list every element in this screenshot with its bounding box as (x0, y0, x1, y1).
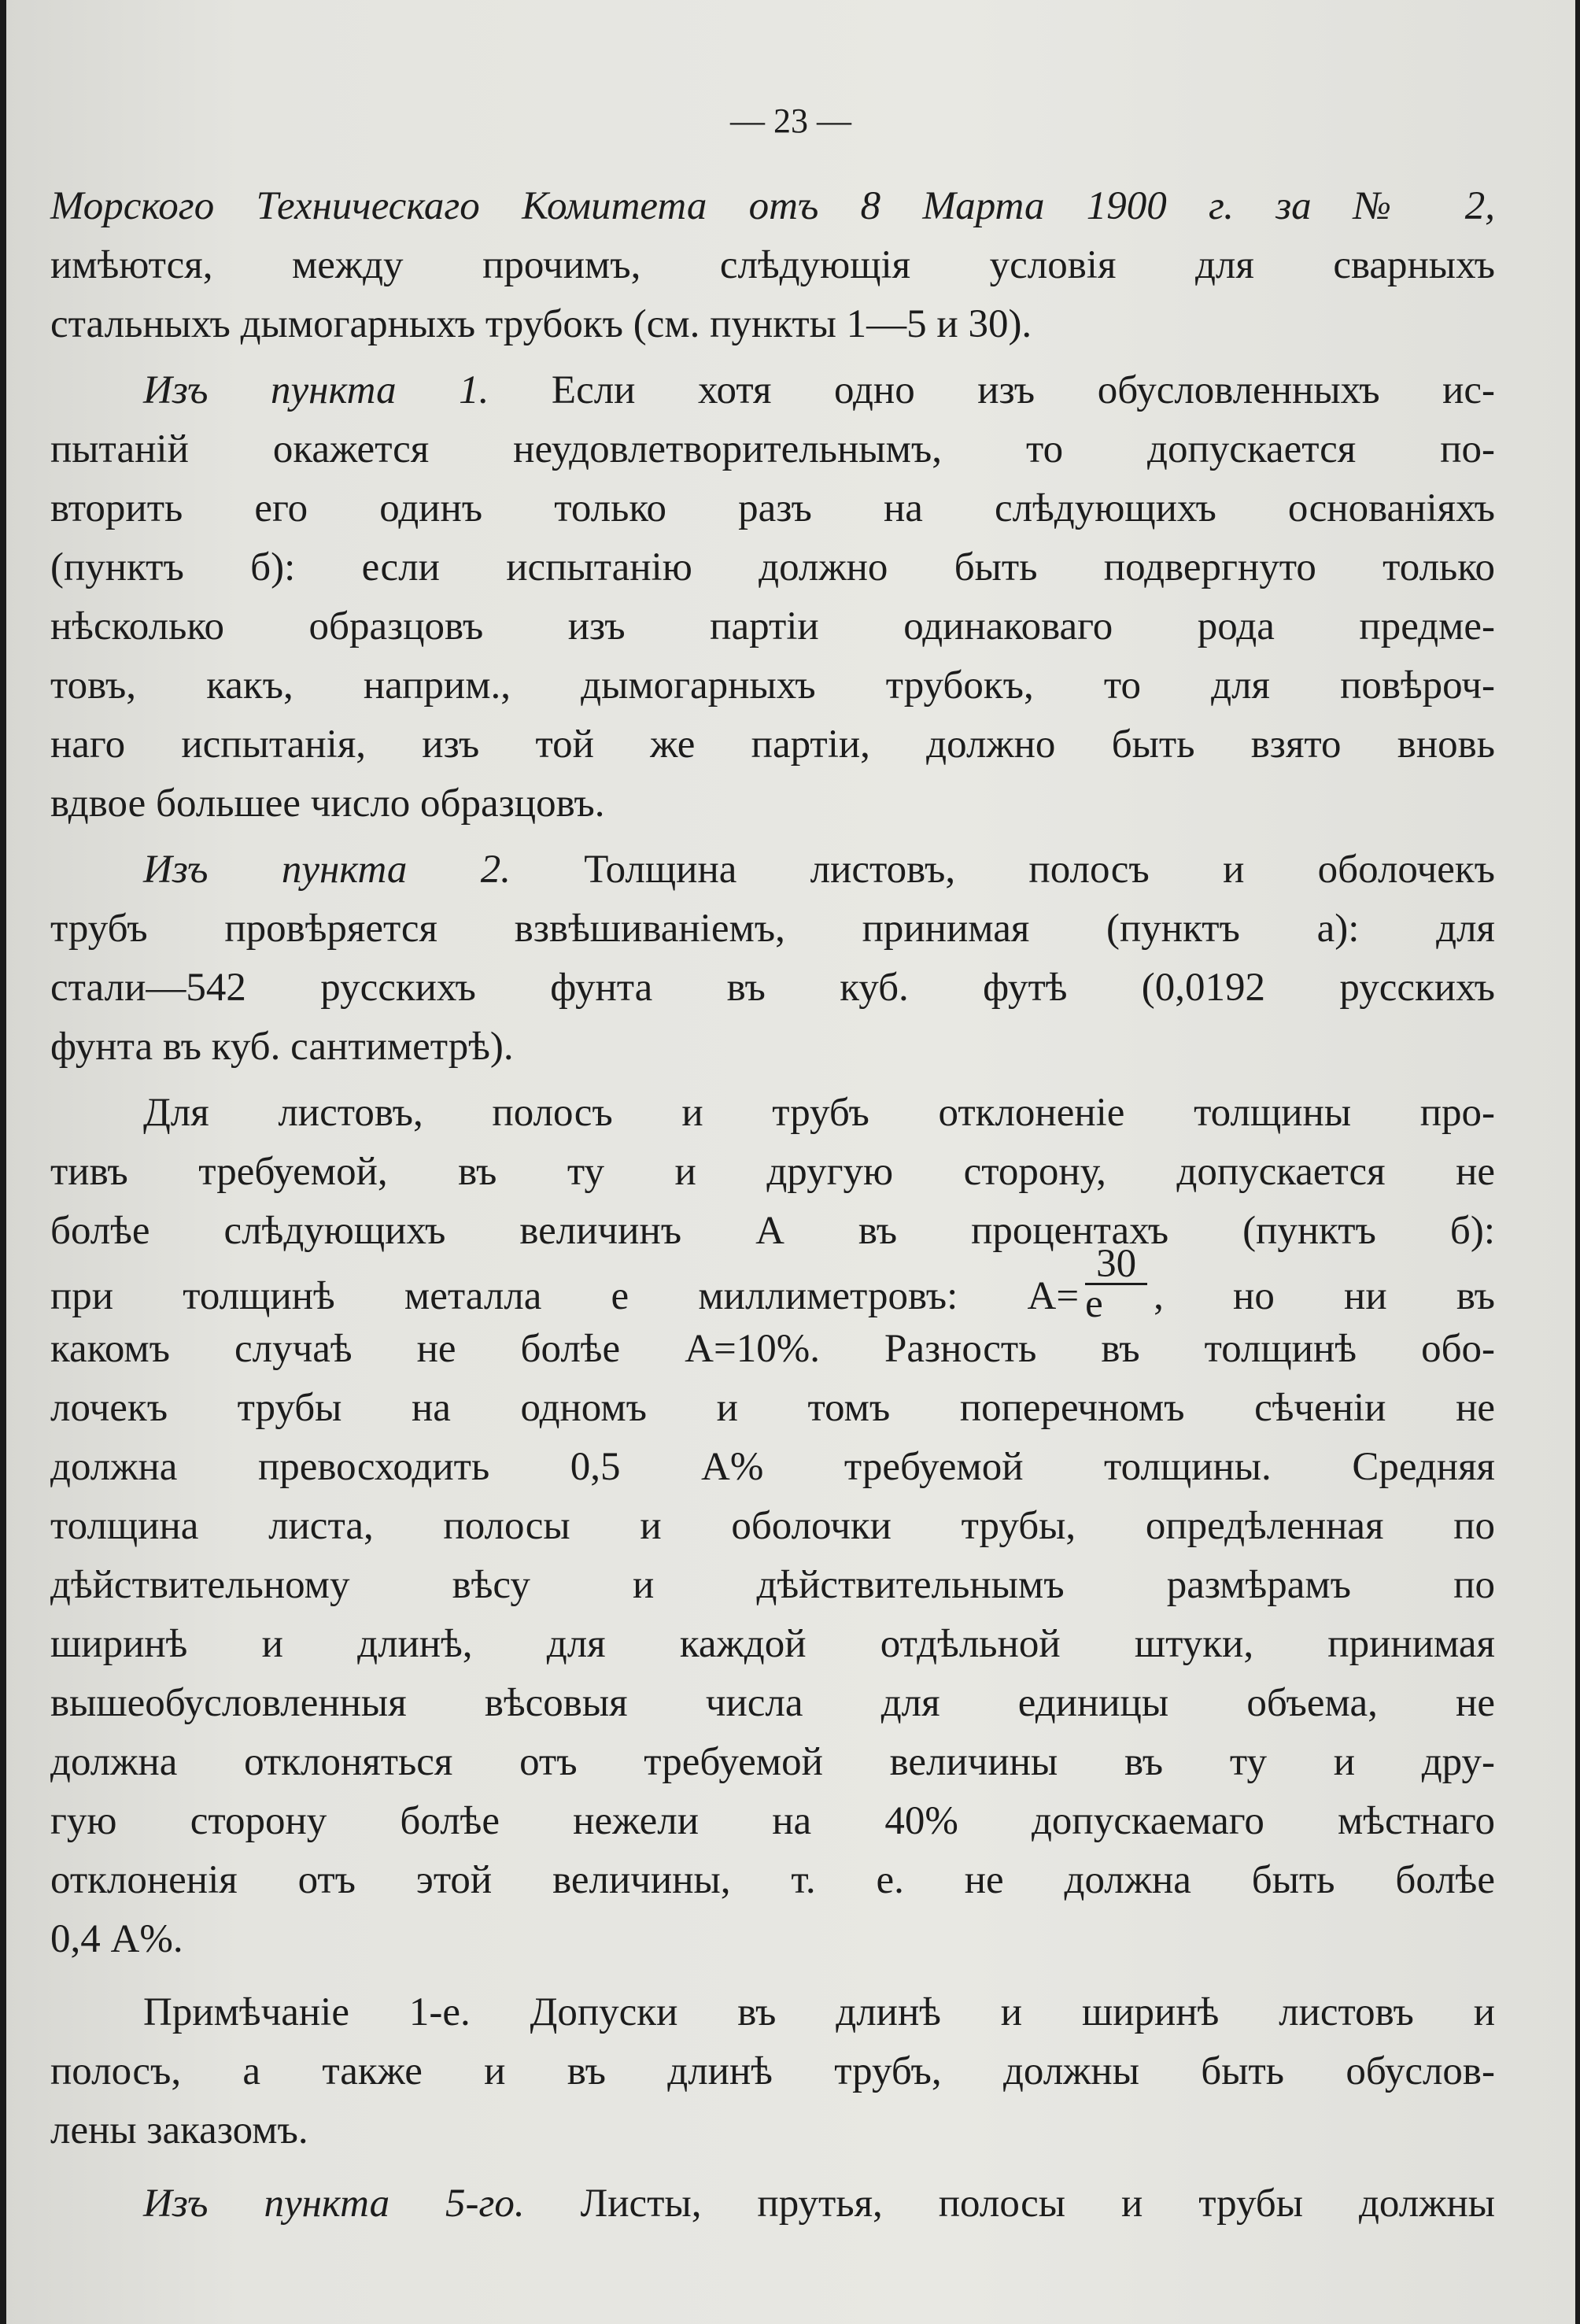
formula-suffix: , но ни въ (1154, 1274, 1496, 1319)
paragraph-4-line-15: 0,4 А%. (50, 1917, 183, 1961)
paragraph-2-line-7: наго испытанія, изъ той же партіи, должно быть взято вновь (50, 722, 1495, 767)
paragraph-4-line-2: тивъ требуемой, въ ту и другую сторону, допускается не (50, 1150, 1495, 1194)
paragraph-3-line-2: трубъ провѣряется взвѣшиваніемъ, принимая (пунктъ а): для (50, 907, 1495, 951)
committee-reference: Морского Техническаго Комитета отъ 8 Марта 1900 г. за № 2, (50, 184, 1495, 228)
paragraph-4-line-5: какомъ случаѣ не болѣе А=10%. Разность въ толщинѣ обо- (50, 1327, 1495, 1371)
formula-prefix: при толщинѣ металла е миллиметровъ: А= (50, 1274, 1080, 1319)
paragraph-2-line-3: вторить его одинъ только разъ на слѣдующихъ основаніяхъ (50, 486, 1495, 530)
paragraph-4-line-14: отклоненія отъ этой величины, т. е. не должна быть болѣе (50, 1858, 1495, 1902)
paragraph-2-line-8: вдвое большее число образцовъ. (50, 781, 605, 826)
book-page (6, 0, 1575, 2324)
paragraph-4-line-3: болѣе слѣдующихъ величинъ А въ процентахъ (пунктъ б): (50, 1209, 1495, 1253)
fraction-numerator: 30 (1085, 1245, 1147, 1285)
clause-2-heading: Изъ пункта 2. (143, 848, 511, 892)
paragraph-4-line-12: должна отклоняться отъ требуемой величины въ ту и дру- (50, 1740, 1495, 1784)
paragraph-2-line-4: (пунктъ б): если испытанію должно быть подвергнуто только (50, 545, 1495, 589)
paragraph-6-line-1-text: Листы, прутья, полосы и трубы должны (580, 2182, 1495, 2226)
paragraph-4-line-4 (50, 1242, 1496, 1326)
paragraph-6-line-1 (50, 2174, 1495, 2233)
note-line-2: полосъ, а также и въ длинѣ трубъ, должны быть обуслов- (50, 2049, 1495, 2093)
paragraph-2-line-2: пытаній окажется неудовлетворительнымъ, то допускается по- (50, 427, 1495, 471)
fraction-denominator: е (1085, 1282, 1103, 1326)
paragraph-4-line-13: гую сторону болѣе нежели на 40% допускаемаго мѣстнаго (50, 1799, 1495, 1843)
page-number: — 23 — (730, 102, 851, 140)
paragraph-4-line-10: ширинѣ и длинѣ, для каждой отдѣльной штуки, принимая (50, 1622, 1495, 1666)
paragraph-4-line-6: лочекъ трубы на одномъ и томъ поперечномъ сѣченіи не (50, 1386, 1495, 1430)
paragraph-4-line-8: толщина листа, полосы и оболочки трубы, опредѣленная по (50, 1504, 1495, 1548)
fraction-formula (1085, 1242, 1147, 1326)
paragraph-2-line-1 (50, 361, 1495, 420)
paragraph-1-line-3: стальныхъ дымогарныхъ трубокъ (см. пункты 1—5 и 30). (50, 302, 1032, 346)
clause-5-heading: Изъ пункта 5-го. (143, 2182, 525, 2226)
paragraph-4-line-11: вышеобусловленныя вѣсовыя числа для единицы объема, не (50, 1681, 1495, 1725)
note-line-1: Примѣчаніе 1-е. Допуски въ длинѣ и ширинѣ листовъ и (143, 1990, 1495, 2034)
page-text (50, 177, 1495, 2233)
paragraph-2-line-6: товъ, какъ, наприм., дымогарныхъ трубокъ, то для повѣроч- (50, 663, 1495, 708)
paragraph-4-line-9: дѣйствительному вѣсу и дѣйствительнымъ размѣрамъ по (50, 1563, 1495, 1607)
note-line-3: лены заказомъ. (50, 2108, 308, 2152)
paragraph-3-line-4: фунта въ куб. сантиметрѣ). (50, 1025, 514, 1069)
paragraph-1-line-2: имѣются, между прочимъ, слѣдующія условія для сварныхъ (50, 243, 1495, 287)
paragraph-1-line-1 (50, 177, 1495, 236)
paragraph-3-line-3: стали—542 русскихъ фунта въ куб. футѣ (0,0192 русскихъ (50, 966, 1495, 1010)
paragraph-2-line-5: нѣсколько образцовъ изъ партіи одинаковаго рода предме- (50, 604, 1495, 648)
clause-1-heading: Изъ пункта 1. (143, 368, 489, 412)
paragraph-4-line-1: Для листовъ, полосъ и трубъ отклоненіе толщины про- (143, 1091, 1495, 1135)
paragraph-3-line-1 (50, 841, 1495, 900)
paragraph-4-line-7: должна превосходить 0,5 А% требуемой толщины. Средняя (50, 1445, 1495, 1489)
paragraph-3-line-1-text: Толщина листовъ, полосъ и оболочекъ (584, 848, 1496, 892)
paragraph-2-line-1-text: Если хотя одно изъ обусловленныхъ ис- (551, 368, 1496, 412)
